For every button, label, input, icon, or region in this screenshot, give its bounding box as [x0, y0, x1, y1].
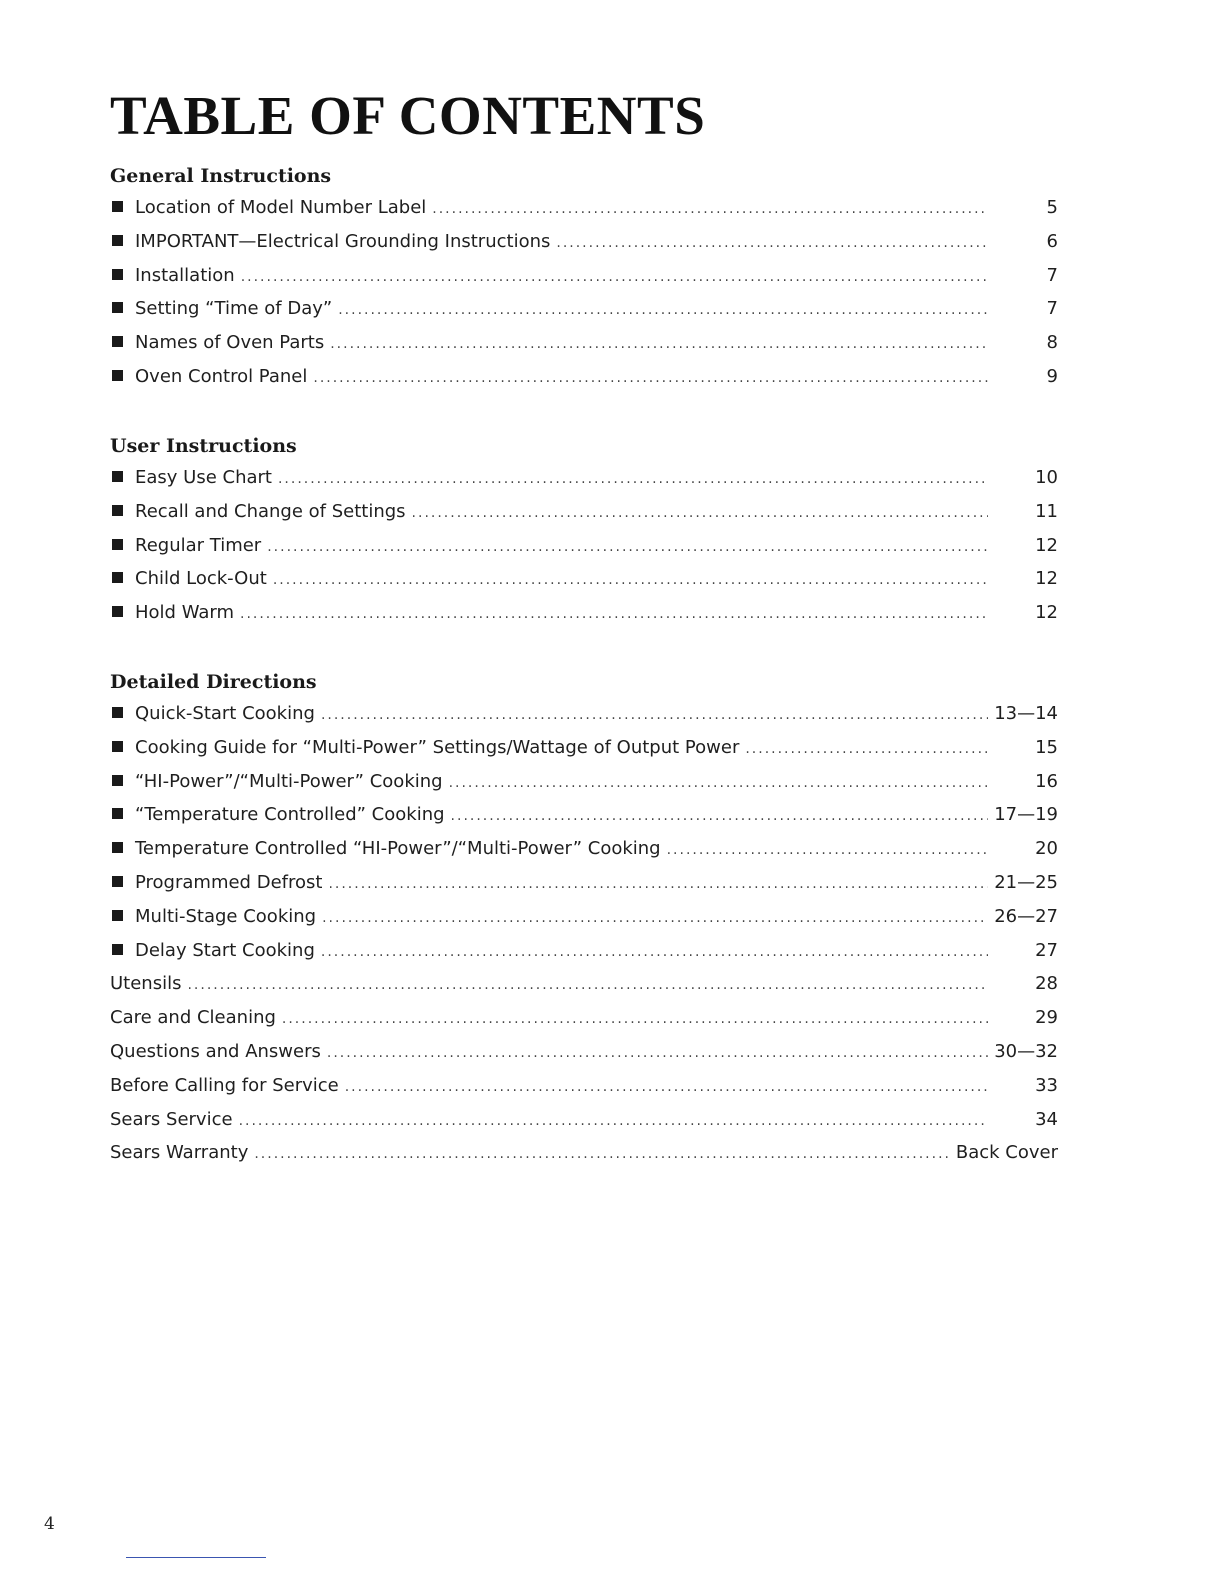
toc-entry [110, 360, 1058, 394]
entry-title: Sears Service [110, 1108, 233, 1130]
entry-page: 12 [1035, 602, 1058, 624]
dot-leader [330, 328, 988, 362]
entry-page: 27 [1035, 939, 1058, 961]
square-bullet-icon [112, 269, 123, 280]
dot-leader [345, 1071, 988, 1105]
toc-entry [110, 1136, 1058, 1170]
square-bullet-icon [112, 235, 123, 246]
dot-leader [321, 699, 988, 733]
square-bullet-icon [112, 539, 123, 550]
toc-entry [110, 292, 1058, 326]
dot-leader [254, 1138, 950, 1172]
entry-page: 7 [1046, 298, 1058, 320]
toc-entry [110, 697, 1058, 731]
entry-title: Programmed Defrost [135, 871, 323, 893]
entry-page: 29 [1035, 1007, 1058, 1029]
dot-leader [313, 362, 988, 396]
entry-page: 9 [1046, 365, 1058, 387]
dot-leader [449, 767, 988, 801]
entry-title: Temperature Controlled “HI-Power”/“Multi-Power” Cooking [135, 838, 661, 860]
dot-leader [273, 564, 988, 598]
entry-page: 13—14 [994, 703, 1058, 724]
dot-leader [267, 531, 988, 565]
toc-entry [110, 225, 1058, 259]
footer-rule [126, 1557, 266, 1558]
square-bullet-icon [112, 471, 123, 482]
page-title: TABLE OF CONTENTS [110, 85, 706, 146]
toc-entry [110, 191, 1058, 225]
entry-page: 28 [1035, 973, 1058, 995]
entry-page: 16 [1035, 770, 1058, 792]
entry-title: Recall and Change of Settings [135, 500, 406, 522]
toc-entry [110, 731, 1058, 765]
dot-leader [412, 497, 988, 531]
entry-page: 11 [1035, 500, 1058, 522]
toc-entry [110, 900, 1058, 934]
entry-page: 20 [1035, 838, 1058, 860]
toc-entry [110, 562, 1058, 596]
toc-entry [110, 1001, 1058, 1035]
entry-page: 12 [1035, 534, 1058, 556]
dot-leader [240, 598, 988, 632]
section-heading: User Instructions [110, 435, 297, 457]
dot-leader [322, 902, 988, 936]
entry-title: Questions and Answers [110, 1040, 321, 1062]
dot-leader [328, 868, 988, 902]
entry-title: Location of Model Number Label [135, 197, 427, 218]
toc-entry [110, 934, 1058, 968]
square-bullet-icon [112, 910, 123, 921]
toc-entry [110, 1103, 1058, 1137]
square-bullet-icon [112, 302, 123, 313]
toc-entry [110, 765, 1058, 799]
dot-leader [338, 294, 988, 328]
section-detailed-directions [110, 667, 1058, 1170]
entry-page: 8 [1046, 332, 1058, 354]
entry-title: IMPORTANT—Electrical Grounding Instructions [135, 230, 551, 252]
dot-leader [432, 193, 988, 227]
entry-title: Care and Cleaning [110, 1007, 276, 1029]
dot-leader [187, 969, 988, 1003]
section-general-instructions [110, 161, 1058, 394]
toc-entry [110, 832, 1058, 866]
entry-page: 10 [1035, 467, 1058, 488]
square-bullet-icon [112, 876, 123, 887]
toc-entry [110, 967, 1058, 1001]
square-bullet-icon [112, 201, 123, 212]
toc-entry [110, 1069, 1058, 1103]
square-bullet-icon [112, 505, 123, 516]
entry-title: “Temperature Controlled” Cooking [135, 804, 445, 826]
toc-entry [110, 866, 1058, 900]
entry-title: Utensils [110, 973, 182, 995]
toc-entry [110, 461, 1058, 495]
square-bullet-icon [112, 707, 123, 718]
section-heading: General Instructions [110, 165, 332, 187]
entry-title: Names of Oven Parts [135, 332, 325, 354]
entry-page: 5 [1046, 197, 1058, 218]
entry-page: 7 [1046, 264, 1058, 286]
toc-entry [110, 1035, 1058, 1069]
dot-leader [327, 1037, 988, 1071]
entry-title: Oven Control Panel [135, 365, 308, 387]
square-bullet-icon [112, 842, 123, 853]
entry-title: “HI-Power”/“Multi-Power” Cooking [135, 770, 443, 792]
square-bullet-icon [112, 775, 123, 786]
dot-leader [282, 1003, 988, 1037]
toc-entry [110, 529, 1058, 563]
entry-page: 30—32 [994, 1040, 1058, 1062]
entry-page: 12 [1035, 568, 1058, 590]
square-bullet-icon [112, 370, 123, 381]
entry-page: 6 [1046, 230, 1058, 252]
dot-leader [451, 800, 988, 834]
entry-title: Cooking Guide for “Multi-Power” Settings/Wattage of Output Power [135, 736, 740, 758]
square-bullet-icon [112, 808, 123, 819]
entry-title: Before Calling for Service [110, 1074, 339, 1096]
toc-entry [110, 596, 1058, 630]
entry-title: Quick-Start Cooking [135, 703, 315, 724]
entry-page: 21—25 [994, 871, 1058, 893]
dot-leader [241, 261, 988, 295]
toc-entry [110, 326, 1058, 360]
dot-leader [239, 1105, 988, 1139]
dot-leader [278, 463, 988, 497]
entry-title: Child Lock-Out [135, 568, 267, 590]
section-user-instructions [110, 431, 1058, 630]
dot-leader [667, 834, 988, 868]
square-bullet-icon [112, 572, 123, 583]
entry-page: 26—27 [994, 905, 1058, 927]
square-bullet-icon [112, 944, 123, 955]
toc-entry [110, 259, 1058, 293]
toc-entry [110, 798, 1058, 832]
entry-title: Hold Warm [135, 602, 234, 624]
dot-leader [556, 227, 988, 261]
entry-title: Multi-Stage Cooking [135, 905, 317, 927]
entry-title: Delay Start Cooking [135, 939, 315, 961]
entry-title: Regular Timer [135, 534, 262, 556]
entry-page: 17—19 [994, 804, 1058, 826]
square-bullet-icon [112, 336, 123, 347]
square-bullet-icon [112, 606, 123, 617]
entry-page: 15 [1035, 736, 1058, 758]
entry-page: 33 [1035, 1074, 1058, 1096]
entry-page: Back Cover [955, 1142, 1058, 1164]
entry-title: Installation [135, 264, 235, 286]
section-heading: Detailed Directions [110, 671, 317, 693]
entry-title: Setting “Time of Day” [135, 298, 333, 320]
entry-title: Sears Warranty [110, 1142, 249, 1164]
square-bullet-icon [112, 741, 123, 752]
footer-page-number: 4 [44, 1514, 55, 1534]
dot-leader [321, 936, 988, 970]
dot-leader [745, 733, 988, 767]
entry-page: 34 [1035, 1108, 1058, 1130]
toc-entry [110, 495, 1058, 529]
entry-title: Easy Use Chart [135, 467, 272, 488]
